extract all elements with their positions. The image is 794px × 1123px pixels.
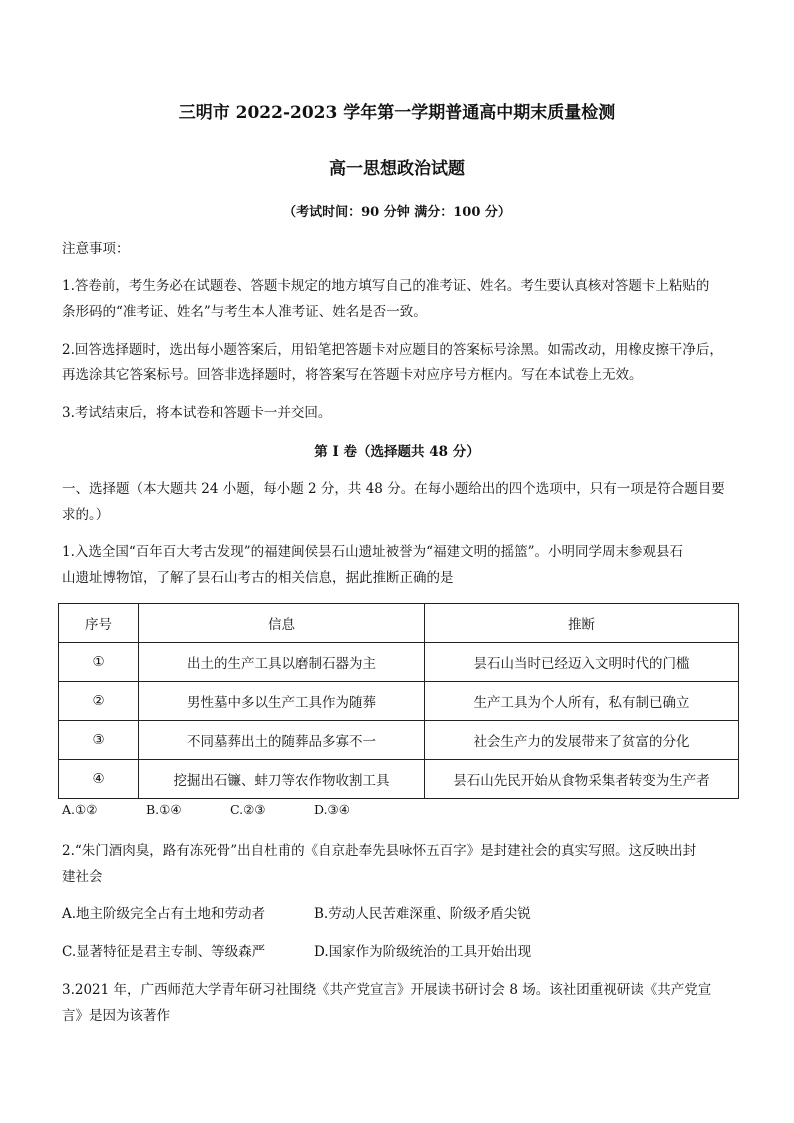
note-3: 3.考试结束后，将本试卷和答题卡一并交回。 [62,405,332,421]
option-c: C.显著特征是君主专制、等级森严 [62,944,266,960]
question-2-options-row-1 [62,903,742,925]
note-1-line-2: 条形码的“准考证、姓名”与考生本人准考证、姓名是否一致。 [62,304,427,320]
exam-info: （考试时间：90 分钟 满分：100 分） [283,205,511,220]
question-2-stem-line-1: 2.“朱门酒肉臭，路有冻死骨”出自杜甫的《自京赴奉先县咏怀五百字》是封建社会的真实写照。这反映出封 [62,843,697,859]
option-b: B.劳动人民苦难深重、阶级矛盾尖锐 [314,906,531,922]
section-instructions-line-2: 求的。） [62,507,110,523]
table-row [59,760,739,799]
table-cell: ① [59,643,139,682]
question-2-options-row-2 [62,941,742,963]
question-3-stem-line-1: 3.2021 年，广西师范大学青年研习社围绕《共产党宣言》开展读书研讨会 8 场。该社团重视研读《共产党宣 [62,982,712,998]
table-header-cell: 序号 [59,604,139,643]
table-header-cell: 推断 [425,604,739,643]
option-c: C.②③ [230,802,266,817]
table-row [59,643,739,682]
question-2-stem-line-2: 建社会 [62,869,103,885]
option-a: A.地主阶级完全占有土地和劳动者 [62,906,266,922]
exam-title: 三明市 2022-2023 学年第一学期普通高中期末质量检测 [178,103,616,123]
exam-subtitle: 高一思想政治试题 [329,159,465,179]
note-2-line-1: 2.回答选择题时，选出每小题答案后，用铅笔把答题卡对应题目的答案标号涂黑。如需改动，用橡皮擦干净后， [62,342,723,358]
section-title: 第 I 卷（选择题共 48 分） [314,444,480,460]
table-row [59,682,739,721]
table-cell: 挖掘出石镰、蚌刀等农作物收割工具 [139,760,425,799]
table-cell: ④ [59,760,139,799]
table-cell: ② [59,682,139,721]
table-cell: 不同墓葬出土的随葬品多寡不一 [139,721,425,760]
section-instructions-line-1: 一、选择题（本大题共 24 小题，每小题 2 分，共 48 分。在每小题给出的四个选项中，只有一项是符合题目要 [62,481,725,497]
question-3-stem-line-2: 言》是因为该著作 [62,1008,170,1024]
question-1-stem-line-1: 1.入选全国“百年百大考古发现”的福建闽侯昙石山遗址被誉为“福建文明的摇篮”。小明同学周末参观县石 [62,544,683,560]
note-1-line-1: 1.答卷前，考生务必在试题卷、答题卡规定的地方填写自己的准考证、姓名。考生要认真核对答题卡上粘贴的 [62,278,710,294]
table-cell: 生产工具为个人所有，私有制已确立 [425,682,739,721]
table-header-cell: 信息 [139,604,425,643]
option-a: A.①② [62,802,98,817]
notes-heading: 注意事项： [62,241,130,257]
question-1-stem-line-2: 山遗址博物馆，了解了昙石山考古的相关信息，据此推断正确的是 [62,570,454,586]
question-1-table [58,603,739,799]
table-cell: 社会生产力的发展带来了贫富的分化 [425,721,739,760]
table-row [59,721,739,760]
table-cell: 男性墓中多以生产工具作为随葬 [139,682,425,721]
option-d: D.国家作为阶级统治的工具开始出现 [314,944,532,960]
option-b: B.①④ [146,802,182,817]
note-2-line-2: 再选涂其它答案标号。回答非选择题时，将答案写在答题卡对应序号方框内。写在本试卷上无效。 [62,367,643,383]
table-cell: 昙石山先民开始从食物采集者转变为生产者 [425,760,739,799]
option-d: D.③④ [314,802,350,817]
table-cell: 出土的生产工具以磨制石器为主 [139,643,425,682]
question-1-options [62,802,350,817]
table-cell: 昙石山当时已经迈入文明时代的门槛 [425,643,739,682]
table-header-row [59,604,739,643]
table-cell: ③ [59,721,139,760]
